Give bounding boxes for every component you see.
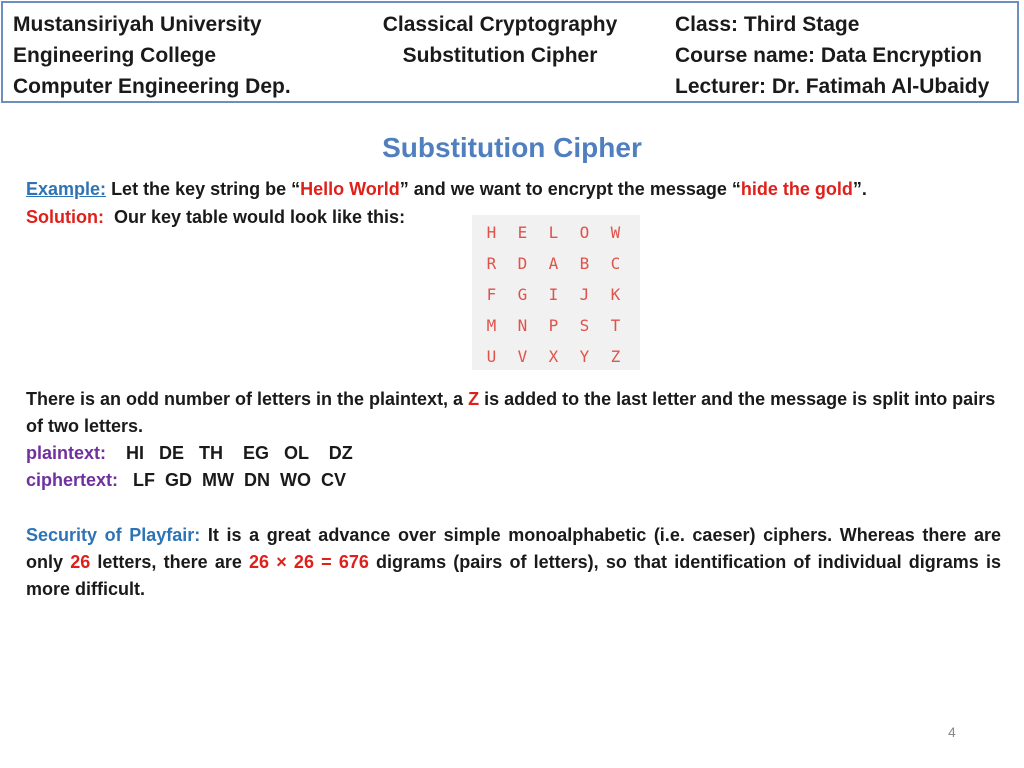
odd-text-1: There is an odd number of letters in the plaintext, a [26, 389, 469, 409]
example-text-2: ” and we want to encrypt the message “ [399, 179, 741, 199]
key-cell: V [517, 347, 528, 366]
key-cell: G [517, 285, 528, 304]
university-name: Mustansiriyah University [13, 13, 262, 36]
key-row [476, 248, 631, 279]
padding-letter: Z [468, 389, 480, 409]
key-cell: W [610, 223, 621, 242]
college-name: Engineering College [13, 44, 217, 67]
security-label: Security of Playfair: [26, 525, 201, 545]
example-text-1: Let the key string be “ [111, 179, 301, 199]
topic-title: Substitution Cipher [402, 44, 598, 67]
ciphertext-line [26, 470, 346, 491]
department-name: Computer Engineering Dep. [13, 75, 291, 98]
key-cell: X [548, 347, 559, 366]
key-cell: J [579, 285, 590, 304]
key-cell: O [579, 223, 590, 242]
header-right [675, 9, 989, 102]
plaintext-line [26, 443, 353, 464]
security-paragraph [26, 522, 1001, 603]
solution-line [26, 207, 405, 228]
key-row [476, 279, 631, 310]
key-cell: T [610, 316, 621, 335]
key-cell: F [486, 285, 497, 304]
key-cell: K [610, 285, 621, 304]
key-row [476, 217, 631, 248]
odd-text-2: is added to the last letter and the message is split into pairs of two letters. [26, 389, 996, 436]
key-row [476, 341, 631, 372]
key-cell: L [548, 223, 559, 242]
subject-title: Classical Cryptography [382, 13, 618, 36]
key-cell: B [579, 254, 590, 273]
page-title: Substitution Cipher [382, 132, 642, 163]
example-key: Hello World [300, 179, 400, 199]
key-cell: U [486, 347, 497, 366]
ciphertext-label: ciphertext: [26, 470, 119, 490]
key-cell: S [579, 316, 590, 335]
key-cell: C [610, 254, 621, 273]
key-cell: H [486, 223, 497, 242]
solution-text: Our key table would look like this: [114, 207, 406, 227]
key-cell: I [548, 285, 559, 304]
key-row [476, 310, 631, 341]
key-cell: A [548, 254, 559, 273]
plaintext-label: plaintext: [26, 443, 107, 463]
security-text-2: letters, there are [90, 552, 250, 572]
plaintext-value: HI DE TH EG OL DZ [126, 443, 353, 463]
class-stage: Class: Third Stage [675, 13, 860, 36]
example-label: Example: [26, 179, 107, 199]
key-cell: P [548, 316, 559, 335]
playfair-key-table [472, 215, 640, 370]
solution-label: Solution: [26, 207, 104, 227]
key-cell: M [486, 316, 497, 335]
key-cell: E [517, 223, 528, 242]
page-number: 4 [948, 724, 956, 740]
key-cell: R [486, 254, 497, 273]
example-line [26, 179, 867, 200]
odd-letters-paragraph [26, 386, 1001, 440]
header-middle [375, 9, 625, 71]
digram-formula: 26 × 26 = 676 [249, 552, 369, 572]
security-text-1: It is a great advance over simple monoalphabetic (i.e. caeser) ciphers. Whereas there are only [26, 525, 1001, 572]
lecturer-name: Lecturer: Dr. Fatimah Al-Ubaidy [675, 75, 990, 98]
course-name: Course name: Data Encryption [675, 44, 982, 67]
key-cell: D [517, 254, 528, 273]
ciphertext-value: LF GD MW DN WO CV [133, 470, 347, 490]
key-cell: Y [579, 347, 590, 366]
example-text-3: ”. [852, 179, 867, 199]
key-cell: Z [610, 347, 621, 366]
example-message: hide the gold [740, 179, 853, 199]
header-left [13, 9, 291, 102]
slide-header [1, 1, 1019, 103]
letter-count: 26 [70, 552, 91, 572]
key-cell: N [517, 316, 528, 335]
security-text-3: digrams (pairs of letters), so that identification of individual digrams is more difficult. [26, 552, 1001, 599]
